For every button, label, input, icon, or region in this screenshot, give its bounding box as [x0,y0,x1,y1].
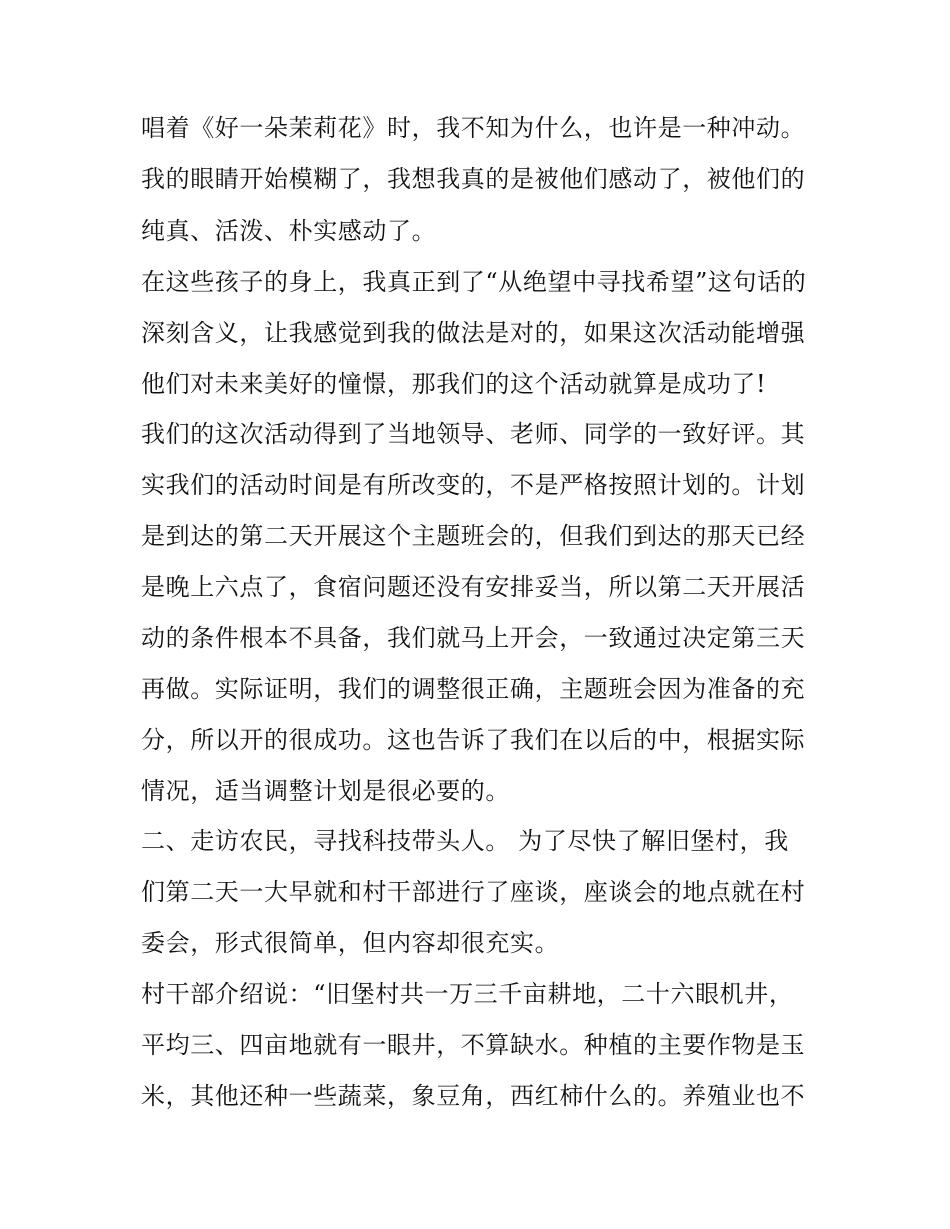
text-line: 我的眼睛开始模糊了，我想我真的是被他们感动了，被他们的 [141,165,806,193]
text-line: 分，所以开的很成功。这也告诉了我们在以后的中，根据实际 [141,726,806,754]
text-line: 二、走访农民，寻找科技带头人。 为了尽快了解旧堡村，我 [141,827,789,855]
text-line: 米，其他还种一些蔬菜，象豆角，西红柿什么的。养殖业也不 [141,1082,806,1110]
text-line: 唱着《好一朵茉莉花》时，我不知为什么，也许是一种冲动。 [141,114,806,142]
text-line: 动的条件根本不具备，我们就马上开会，一致通过决定第三天 [141,624,806,652]
text-line: 平均三、四亩地就有一眼井，不算缺水。种植的主要作物是玉 [141,1031,806,1059]
text-line: 他们对未来美好的憧憬，那我们的这个活动就算是成功了! [141,370,767,398]
text-line: 是到达的第二天开展这个主题班会的，但我们到达的那天已经 [141,522,806,550]
text-line: 们第二天一大早就和村干部进行了座谈，座谈会的地点就在村 [141,878,806,906]
text-line: 纯真、活泼、朴实感动了。 [141,217,437,245]
text-line: 村干部介绍说：“旧堡村共一万三千亩耕地，二十六眼机井， [141,980,794,1008]
text-line: 情况，适当调整计划是很必要的。 [141,777,510,805]
text-line: 我们的这次活动得到了当地领导、老师、同学的一致好评。其 [141,420,806,448]
text-line: 深刻含义，让我感觉到我的做法是对的，如果这次活动能增强 [141,319,806,347]
text-line: 是晚上六点了，食宿问题还没有安排妥当，所以第二天开展活 [141,573,806,601]
text-line: 实我们的活动时间是有所改变的，不是严格按照计划的。计划 [141,471,806,499]
text-line: 在这些孩子的身上，我真正到了“从绝望中寻找希望”这句话的 [141,268,807,296]
text-line: 委会，形式很简单，但内容却很充实。 [141,929,560,957]
text-line: 再做。实际证明，我们的调整很正确，主题班会因为准备的充 [141,675,806,703]
